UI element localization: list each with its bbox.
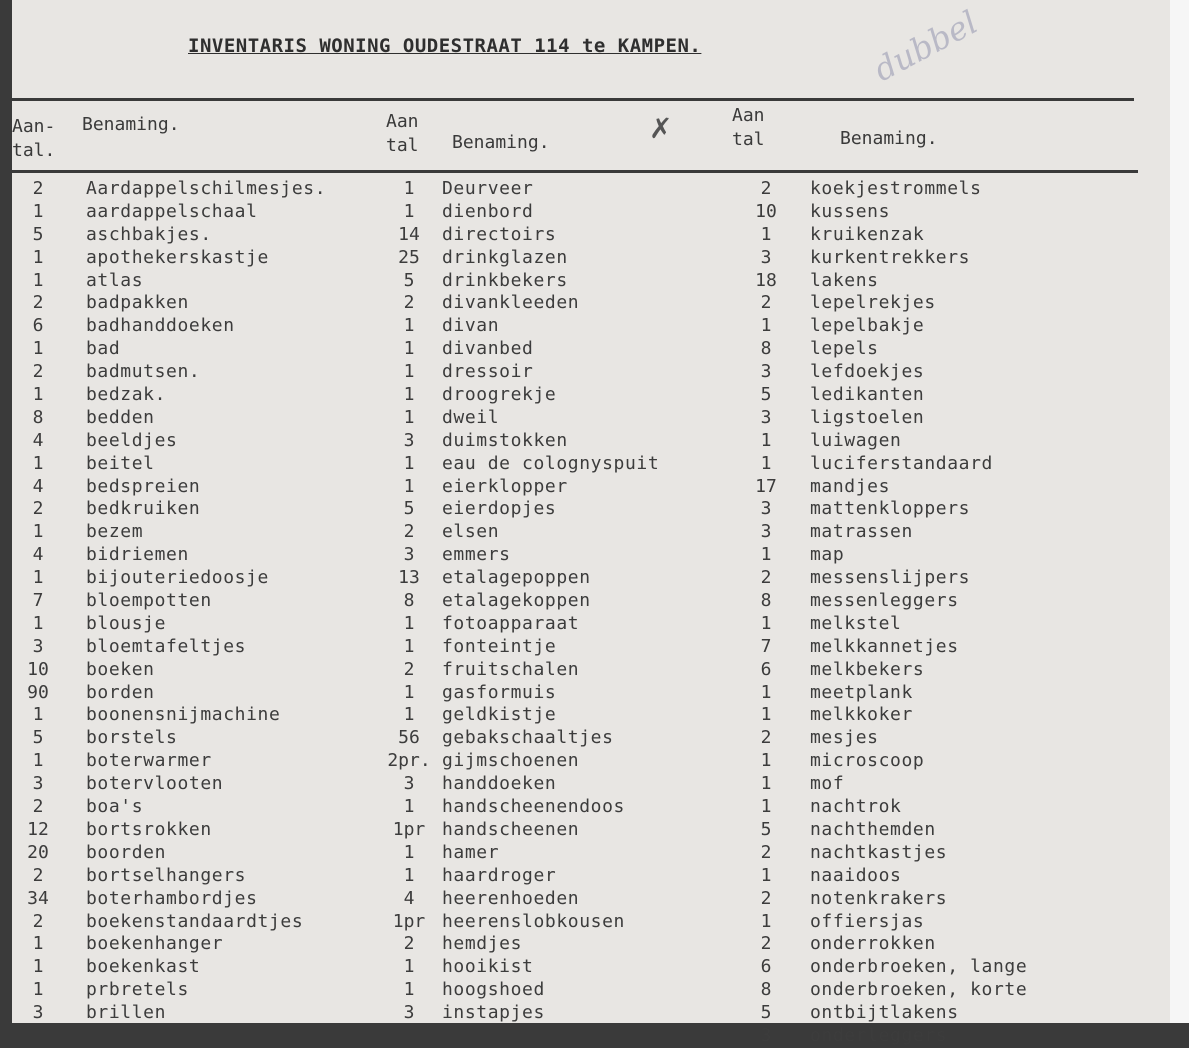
item-quantity: 2: [32, 910, 44, 932]
item-name: gijmschoenen: [442, 750, 580, 772]
item-name: handscheenen: [442, 818, 580, 840]
item-name: boekenhanger: [86, 933, 224, 955]
item-name: dressoir: [442, 361, 534, 383]
item-quantity: 3: [403, 429, 415, 451]
item-quantity: 17: [755, 475, 777, 497]
handwritten-note: dubbel: [867, 3, 984, 89]
item-name: boonensnijmachine: [86, 704, 281, 726]
item-quantity: 2: [760, 933, 772, 955]
item-name: eau de colognyspuit: [442, 452, 660, 474]
item-name: elsen: [442, 521, 500, 543]
item-quantity: 1: [760, 681, 772, 703]
document-title: INVENTARIS WONING OUDESTRAAT 114 te KAMPEN.: [188, 35, 702, 57]
item-quantity: 1: [760, 612, 772, 634]
item-quantity: 1: [760, 544, 772, 566]
item-name: drinkbekers: [442, 269, 568, 291]
item-name: ledikanten: [810, 384, 925, 406]
item-name: bedden: [86, 406, 155, 428]
item-quantity: 1: [403, 796, 415, 818]
item-quantity: 5: [403, 498, 415, 520]
item-name: kruikenzak: [810, 223, 925, 245]
item-name: bedspreien: [86, 475, 201, 497]
item-name: mof: [810, 773, 845, 795]
item-name: drinkglazen: [442, 246, 568, 268]
item-name: fonteintje: [442, 635, 557, 657]
item-name: lepels: [810, 338, 879, 360]
item-quantity: 1: [403, 681, 415, 703]
item-quantity: 1: [32, 567, 44, 589]
item-name: notenkrakers: [810, 887, 948, 909]
item-name: onderbroeken, lange: [810, 956, 1028, 978]
item-name: bezem: [86, 521, 144, 543]
item-quantity: 1: [32, 979, 44, 1001]
item-name: boeken: [86, 658, 155, 680]
item-quantity: 1: [32, 521, 44, 543]
item-name: dweil: [442, 406, 500, 428]
item-name: botervlooten: [86, 773, 224, 795]
item-name: hamer: [442, 841, 500, 863]
item-quantity: 1: [760, 864, 772, 886]
item-quantity: 2: [32, 498, 44, 520]
item-quantity: 1: [403, 635, 415, 657]
item-quantity: 3: [32, 1002, 44, 1024]
item-name: blousje: [86, 612, 167, 634]
item-quantity: 3: [32, 635, 44, 657]
item-quantity: 3: [403, 544, 415, 566]
item-name: divan: [442, 315, 500, 337]
item-name: melkstel: [810, 612, 902, 634]
item-quantity: 2: [32, 178, 44, 199]
item-quantity: 3: [760, 521, 772, 543]
item-quantity: 8: [760, 979, 772, 1001]
item-name: hooikist: [442, 956, 534, 978]
item-name: geldkistje: [442, 704, 557, 726]
item-name: beitel: [86, 452, 155, 474]
item-quantity: 5: [760, 384, 772, 406]
item-name: boa's: [86, 796, 144, 818]
item-quantity: 10: [755, 200, 777, 222]
item-quantity: 2: [32, 361, 44, 383]
item-quantity: 5: [760, 818, 772, 840]
item-name: gebakschaaltjes: [442, 727, 614, 749]
item-quantity: 7: [760, 635, 772, 657]
item-name: boekenkast: [86, 956, 201, 978]
item-quantity: 1: [403, 384, 415, 406]
header-qty-col1: [12, 115, 55, 163]
item-name: bad: [86, 338, 121, 360]
check-mark-icon: ✗: [649, 112, 673, 145]
item-name: etalagepoppen: [442, 567, 591, 589]
item-quantity: 3: [760, 1024, 772, 1046]
item-name: lepelrekjes: [810, 292, 936, 314]
item-quantity: 1: [760, 315, 772, 337]
item-name: droogrekje: [442, 384, 557, 406]
item-quantity: 2: [760, 841, 772, 863]
item-quantity: 1: [403, 452, 415, 474]
item-quantity: 1: [403, 864, 415, 886]
item-quantity: 2: [403, 521, 415, 543]
item-name: matrassen: [810, 521, 913, 543]
item-name: ligstoelen: [810, 406, 925, 428]
item-name: ontbijtlakens: [810, 1002, 959, 1024]
item-name: eierklopper: [442, 475, 568, 497]
item-quantity: 1: [760, 704, 772, 726]
item-quantity: 1: [32, 384, 44, 406]
inventory-sheet: [12, 0, 1170, 1046]
item-name: lefdoekjes: [810, 361, 925, 383]
item-name: microscoop: [810, 750, 925, 772]
header-name-col2: Benaming.: [452, 132, 550, 153]
item-name: bloemtafeltjes: [86, 635, 247, 657]
item-quantity: 1: [403, 475, 415, 497]
item-name: apothekerskastje: [86, 246, 269, 268]
item-name: boekenstandaardtjes: [86, 910, 304, 932]
item-quantity: 2: [760, 727, 772, 749]
item-quantity: 12: [27, 818, 49, 840]
item-quantity: 1: [760, 773, 772, 795]
item-quantity: 2: [403, 292, 415, 314]
item-name: bortselhangers: [86, 864, 247, 886]
item-name: kurkentrekkers: [810, 246, 971, 268]
item-quantity: 1pr: [392, 910, 426, 932]
item-quantity: 2: [32, 796, 44, 818]
item-name: prbretels: [86, 979, 189, 1001]
item-name: badmutsen.: [86, 361, 201, 383]
item-quantity: 3: [32, 773, 44, 795]
header-qty-label: Aan- tal.: [12, 116, 56, 161]
item-name: naaidoos: [810, 864, 902, 886]
item-name: duimstokken: [442, 429, 568, 451]
item-name: kussens: [810, 200, 891, 222]
item-name: meetplank: [810, 681, 913, 703]
item-quantity: 6: [760, 956, 772, 978]
item-quantity: 1: [403, 841, 415, 863]
item-name: messenslijpers: [810, 567, 971, 589]
item-quantity: 8: [32, 406, 44, 428]
item-quantity: 1pr: [392, 818, 426, 840]
item-quantity: 4: [32, 475, 44, 497]
item-quantity: 20: [27, 841, 49, 863]
item-name: melkbekers: [810, 658, 925, 680]
item-quantity: 2: [760, 567, 772, 589]
item-quantity: 6: [32, 315, 44, 337]
item-name: divankleeden: [442, 292, 580, 314]
item-name: nachtrok: [810, 796, 902, 818]
item-name: hemdjes: [442, 933, 523, 955]
item-name: etalagekoppen: [442, 590, 591, 612]
item-quantity: 2: [760, 178, 772, 199]
item-name: gasformuis: [442, 681, 557, 703]
item-name: offiersjas: [810, 910, 925, 932]
item-quantity: 25: [398, 246, 420, 268]
item-quantity: 1: [760, 796, 772, 818]
item-name: fruitschalen: [442, 658, 580, 680]
item-quantity: 56: [398, 727, 420, 749]
header-name-col1: Benaming.: [82, 114, 180, 135]
header-qty-col3: [732, 104, 765, 152]
item-quantity: 18: [755, 269, 777, 291]
item-name: haardroger: [442, 864, 557, 886]
item-quantity: 1: [403, 956, 415, 978]
item-quantity: 1: [760, 910, 772, 932]
item-name: bedzak.: [86, 384, 167, 406]
item-name: fotoapparaat: [442, 612, 580, 634]
header-qty-col2: [386, 110, 419, 158]
item-name: dienbord: [442, 200, 534, 222]
item-name: onderrokken: [810, 933, 936, 955]
item-quantity: 5: [760, 1002, 772, 1024]
item-name: bijouteriedoosje: [86, 567, 269, 589]
item-quantity: 6: [760, 658, 772, 680]
item-quantity: 14: [398, 223, 420, 245]
item-quantity: 1: [32, 200, 44, 222]
item-quantity: 1: [32, 246, 44, 268]
item-name: brillen: [86, 1002, 167, 1024]
item-quantity: 1: [403, 200, 415, 222]
item-quantity: 1: [32, 933, 44, 955]
item-name: heerenhoeden: [442, 887, 580, 909]
item-name: bidriemen: [86, 544, 189, 566]
item-name: handdoeken: [442, 773, 557, 795]
header-rule-top: [12, 98, 1134, 101]
item-quantity: 13: [398, 567, 420, 589]
item-quantity: 1: [403, 612, 415, 634]
item-name: koekjestrommels: [810, 178, 982, 199]
item-name: divanbed: [442, 338, 534, 360]
header-name-col3: Benaming.: [840, 128, 938, 149]
item-name: bedkruiken: [86, 498, 201, 520]
item-name: Aardappelschilmesjes.: [86, 178, 327, 199]
item-name: lakens: [810, 269, 879, 291]
item-quantity: 4: [32, 429, 44, 451]
item-name: atlas: [86, 269, 144, 291]
item-quantity: 1: [403, 178, 415, 199]
item-quantity: 2: [32, 864, 44, 886]
item-quantity: 4: [403, 887, 415, 909]
item-quantity: 2pr.: [387, 750, 431, 772]
item-name: melkkannetjes: [810, 635, 959, 657]
item-name: luciferstandaard: [810, 452, 993, 474]
item-quantity: 1: [32, 338, 44, 360]
item-quantity: 10: [27, 658, 49, 680]
item-quantity: 2: [760, 292, 772, 314]
item-quantity: 2: [403, 933, 415, 955]
item-quantity: 3: [403, 773, 415, 795]
item-quantity: 8: [760, 338, 772, 360]
item-quantity: 3: [403, 1002, 415, 1024]
header-qty-label: Aan tal: [386, 111, 419, 156]
item-name: beeldjes: [86, 429, 178, 451]
item-name: messenleggers: [810, 590, 959, 612]
item-quantity: 1: [32, 612, 44, 634]
item-name: nachtkastjes: [810, 841, 948, 863]
item-name: heerenslobkousen: [442, 910, 625, 932]
item-name: mesjes: [810, 727, 879, 749]
item-quantity: 1: [32, 269, 44, 291]
item-quantity: 3: [760, 246, 772, 268]
item-quantity: 2: [32, 292, 44, 314]
item-quantity: 3: [760, 498, 772, 520]
item-name: directoirs: [442, 223, 557, 245]
item-name: melkkoker: [810, 704, 913, 726]
item-name: boterhambordjes: [86, 887, 258, 909]
item-name: badhanddoeken: [86, 315, 235, 337]
item-name: bortsrokken: [86, 818, 212, 840]
item-quantity: 1: [403, 406, 415, 428]
item-name: Deurveer: [442, 178, 534, 199]
item-quantity: 7: [32, 590, 44, 612]
item-name: badpakken: [86, 292, 189, 314]
item-name: luiwagen: [810, 429, 902, 451]
item-name: aschbakjes.: [86, 223, 212, 245]
item-quantity: 2: [760, 887, 772, 909]
item-quantity: 1: [32, 750, 44, 772]
item-quantity: 90: [27, 681, 49, 703]
item-name: aardappelschaal: [86, 200, 258, 222]
item-quantity: 4: [32, 544, 44, 566]
item-quantity: 1: [403, 315, 415, 337]
item-name: onderleggers: [810, 1024, 948, 1046]
item-name: eierdopjes: [442, 498, 557, 520]
item-quantity: 1: [403, 704, 415, 726]
item-name: mandjes: [810, 475, 891, 497]
item-name: mattenkloppers: [810, 498, 971, 520]
item-quantity: 1: [32, 956, 44, 978]
item-quantity: 1: [403, 338, 415, 360]
header-rule-bottom: [12, 170, 1138, 173]
item-quantity: 1: [760, 223, 772, 245]
page-edge: [1170, 0, 1189, 1023]
item-quantity: 1: [32, 452, 44, 474]
item-name: hoogshoed: [442, 979, 545, 1001]
item-quantity: 2: [403, 658, 415, 680]
item-quantity: 3: [760, 361, 772, 383]
item-quantity: 1: [760, 429, 772, 451]
item-name: borden: [86, 681, 155, 703]
item-name: borstels: [86, 727, 178, 749]
item-quantity: 3: [760, 406, 772, 428]
item-quantity: 5: [32, 727, 44, 749]
item-quantity: 34: [27, 887, 49, 909]
item-name: map: [810, 544, 845, 566]
item-name: boorden: [86, 841, 167, 863]
item-quantity: 1: [403, 361, 415, 383]
item-name: lepelbakje: [810, 315, 925, 337]
item-quantity: 8: [403, 590, 415, 612]
item-name: instapjes: [442, 1002, 545, 1024]
item-quantity: 8: [760, 590, 772, 612]
item-quantity: 5: [32, 223, 44, 245]
item-quantity: 1: [760, 452, 772, 474]
item-quantity: 1: [403, 979, 415, 1001]
item-name: boterwarmer: [86, 750, 212, 772]
item-quantity: 1: [760, 750, 772, 772]
item-quantity: 5: [403, 269, 415, 291]
item-name: bloempotten: [86, 590, 212, 612]
item-name: nachthemden: [810, 818, 936, 840]
item-name: emmers: [442, 544, 511, 566]
item-quantity: 1: [32, 704, 44, 726]
item-name: handscheenendoos: [442, 796, 625, 818]
item-name: onderbroeken, korte: [810, 979, 1028, 1001]
header-qty-label: Aan tal: [732, 105, 765, 150]
